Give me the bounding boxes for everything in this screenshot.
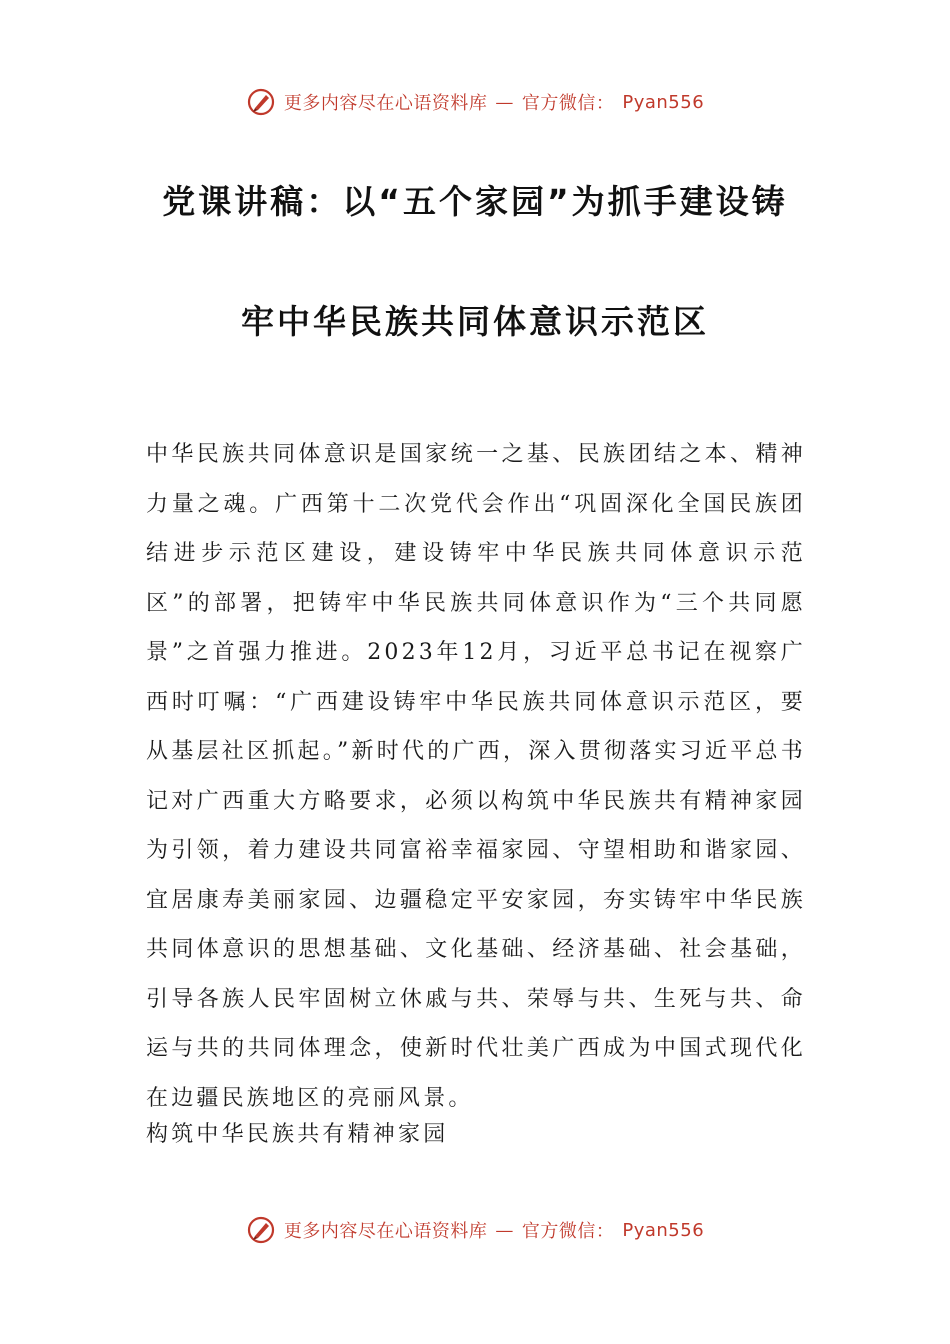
document-title-line-1: 党课讲稿：以“五个家园”为抓手建设铸: [162, 182, 788, 221]
wechat-id: Pyan556: [622, 1219, 705, 1241]
watermark-text: 更多内容尽在心语资料库: [283, 1221, 488, 1242]
footer-watermark: [0, 1212, 950, 1248]
wechat-id: Pyan556: [622, 91, 705, 113]
wechat-label: 官方微信：: [521, 1221, 615, 1242]
pen-logo-icon: [246, 87, 276, 117]
header-watermark: [0, 84, 950, 120]
watermark-separator: —: [495, 91, 514, 113]
wechat-label: 官方微信：: [521, 93, 615, 114]
section-subheading: 构筑中华民族共有精神家园: [146, 1122, 449, 1147]
pen-logo-icon: [246, 1215, 276, 1245]
watermark-separator: —: [495, 1219, 514, 1241]
document-title-line-2: 牢中华民族共同体意识示范区: [241, 302, 709, 341]
body-paragraph: 中华民族共同体意识是国家统一之基、民族团结之本、精神力量之魂。广西第十二次党代会作出“巩固深化全国民族团结进步示范区建设，建设铸牢中华民族共同体意识示范区”的部署，把铸牢中华民族共同体意识作为“三个共同愿景”之首强力推进。2023年12月，习近平总书记在视察广西时叮嘱：“广西建设铸牢中华民族共同体意识示范区，要从基层社区抓起。”新时代的广西，深入贯彻落实习近平总书记对广西重大方略要求，必须以构筑中华民族共有精神家园为引领，着力建设共同富裕幸福家园、守望相助和谐家园、宜居康寿美丽家园、边疆稳定平安家园，夯实铸牢中华民族共同体意识的思想基础、文化基础、经济基础、社会基础，引导各族人民牢固树立休戚与共、荣辱与共、生死与共、命运与共的共同体理念，使新时代壮美广西成为中国式现代化在边疆民族地区的亮丽风景。: [146, 442, 806, 1111]
watermark-text: 更多内容尽在心语资料库: [283, 93, 488, 114]
